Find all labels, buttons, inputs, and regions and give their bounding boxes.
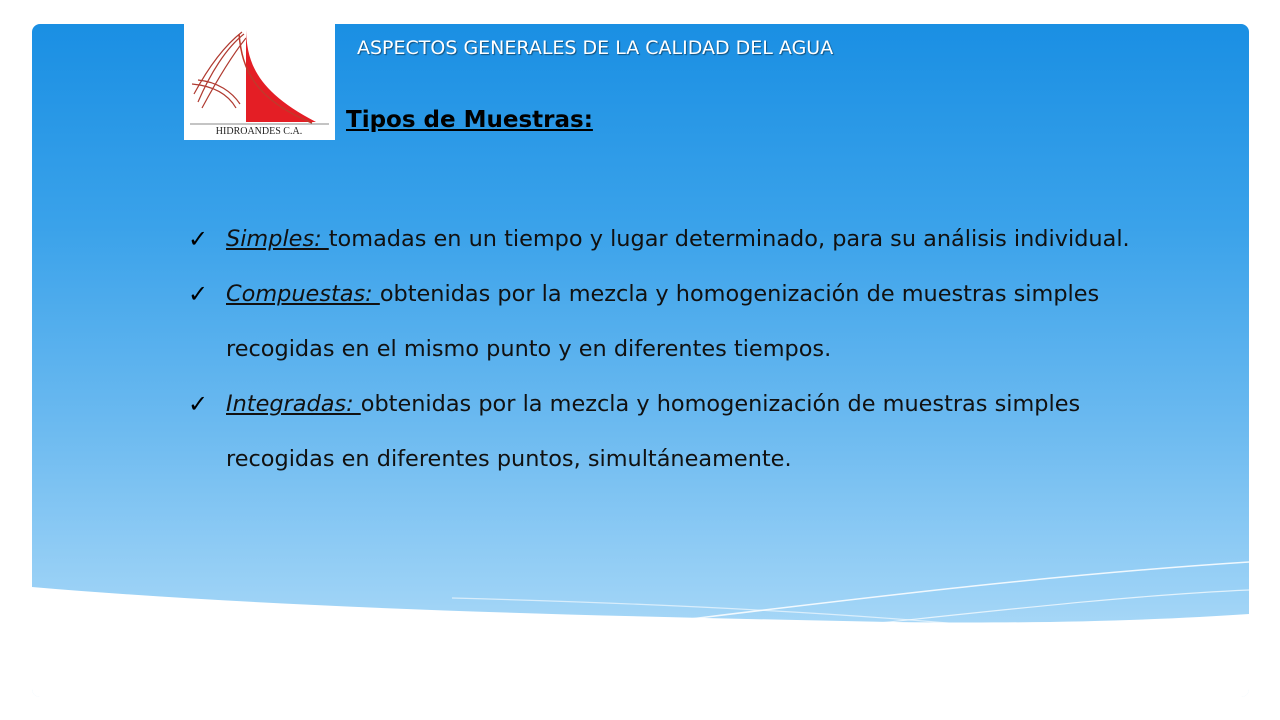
bullet-term: Compuestas: <box>226 281 380 307</box>
bullet-term: Integradas: <box>226 391 361 417</box>
bullet-list <box>188 212 1138 487</box>
bullet-text: tomadas en un tiempo y lugar determinado, para su análisis individual. <box>328 226 1130 252</box>
check-icon: ✓ <box>188 390 209 418</box>
check-icon: ✓ <box>188 280 209 308</box>
bullet-text: obtenidas por la mezcla y homogenización de muestras simples recogidas en el mismo punto y en diferentes tiempos. <box>226 281 1100 362</box>
bullet-term: Simples: <box>226 226 329 252</box>
logo-mountain-icon <box>184 24 335 140</box>
bullet-item-compuestas <box>188 267 1138 377</box>
section-heading: Tipos de Muestras: <box>346 107 593 133</box>
check-icon: ✓ <box>188 225 209 253</box>
bullet-item-integradas <box>188 377 1138 487</box>
svg-text:HIDROANDES C.A.: HIDROANDES C.A. <box>215 126 303 137</box>
slide <box>32 24 1249 697</box>
company-logo <box>184 24 335 140</box>
bullet-item-simples <box>188 212 1138 267</box>
bullet-text: obtenidas por la mezcla y homogenización de muestras simples recogidas en diferentes puntos, simultáneamente. <box>226 391 1081 472</box>
slide-title: ASPECTOS GENERALES DE LA CALIDAD DEL AGUA <box>357 37 834 59</box>
